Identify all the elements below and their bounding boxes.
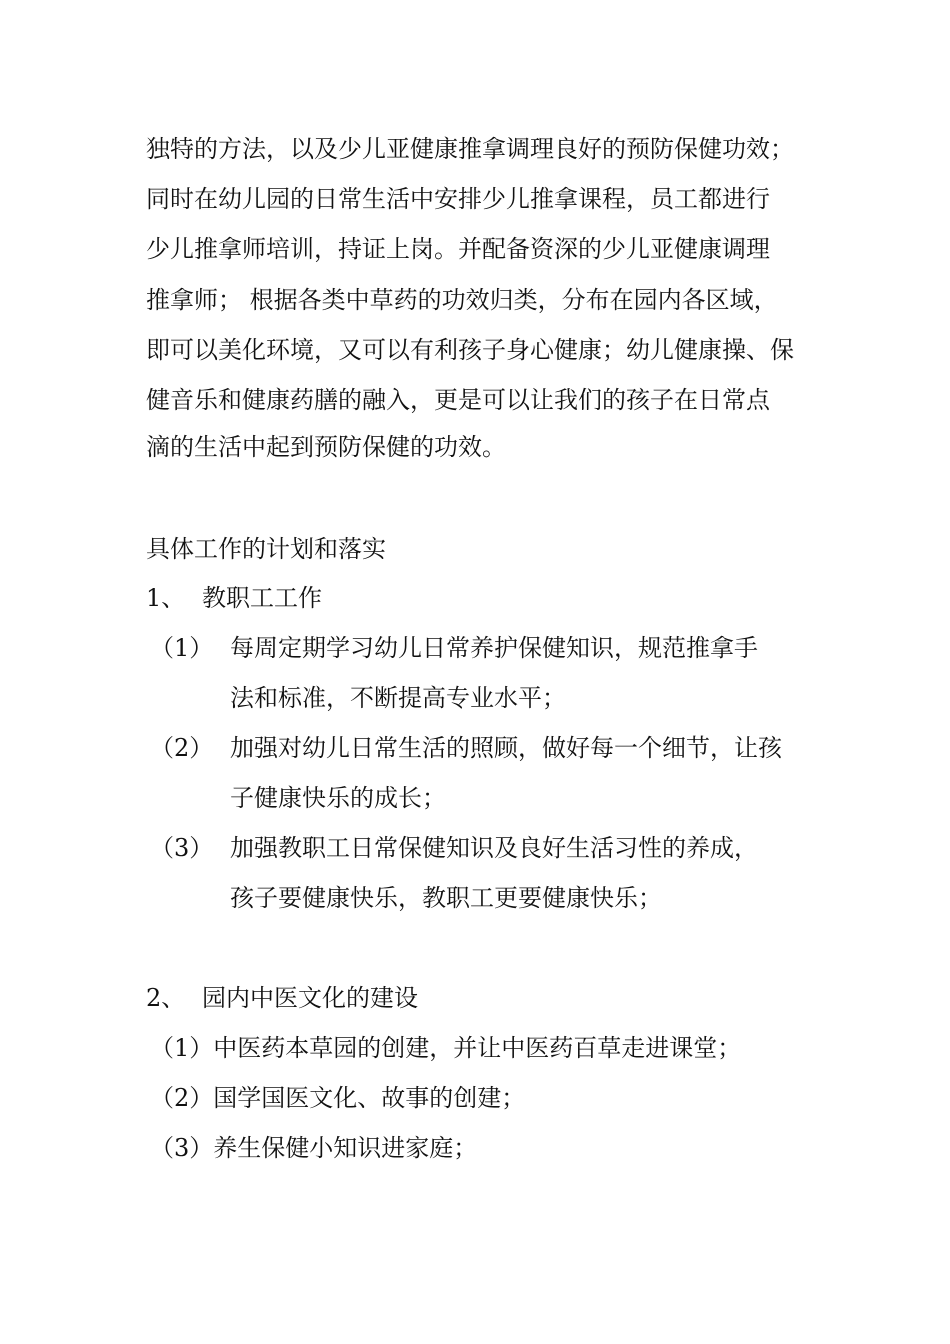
part1-item3-number: （3） bbox=[150, 834, 214, 862]
intro-line-1: 独特的方法，以及少儿亚健康推拿调理良好的预防保健功效； bbox=[146, 135, 794, 163]
intro-line-7: 滴的生活中起到预防保健的功效。 bbox=[146, 433, 506, 461]
part1-item2-line1: 加强对幼儿日常生活的照顾，做好每一个细节，让孩 bbox=[230, 734, 782, 762]
part1-item1-line2: 法和标准，不断提高专业水平； bbox=[230, 684, 566, 712]
part1-item2-number: （2） bbox=[150, 734, 214, 762]
intro-line-2: 同时在幼儿园的日常生活中安排少儿推拿课程，员工都进行 bbox=[146, 185, 770, 213]
intro-line-5: 即可以美化环境，又可以有利孩子身心健康；幼儿健康操、保 bbox=[146, 336, 794, 364]
part1-title: 教职工工作 bbox=[202, 584, 322, 612]
intro-line-4: 推拿师； 根据各类中草药的功效归类，分布在园内各区域， bbox=[146, 286, 778, 314]
part1-item2-line2: 子健康快乐的成长； bbox=[230, 784, 446, 812]
part2-item2: （2）国学国医文化、故事的创建； bbox=[150, 1084, 526, 1112]
section-heading: 具体工作的计划和落实 bbox=[146, 535, 386, 563]
part1-item3-line1: 加强教职工日常保健知识及良好生活习性的养成， bbox=[230, 834, 758, 862]
part1-item3-line2: 孩子要健康快乐，教职工更要健康快乐； bbox=[230, 884, 662, 912]
intro-line-3: 少儿推拿师培训，持证上岗。并配备资深的少儿亚健康调理 bbox=[146, 235, 770, 263]
part2-title: 园内中医文化的建设 bbox=[202, 984, 418, 1012]
part1-item1-line1: 每周定期学习幼儿日常养护保健知识，规范推拿手 bbox=[230, 634, 758, 662]
part2-item3: （3）养生保健小知识进家庭； bbox=[150, 1134, 478, 1162]
part2-item1: （1）中医药本草园的创建，并让中医药百草走进课堂； bbox=[150, 1034, 742, 1062]
intro-line-6: 健音乐和健康药膳的融入，更是可以让我们的孩子在日常点 bbox=[146, 386, 770, 414]
part2-number: 2、 bbox=[146, 984, 186, 1012]
part1-item1-number: （1） bbox=[150, 634, 214, 662]
part1-number: 1、 bbox=[146, 584, 186, 612]
